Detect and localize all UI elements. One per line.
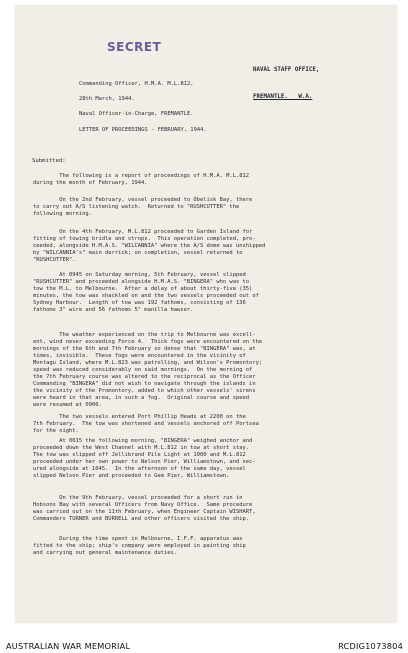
letter-subject: LETTER OF PROCEEDINGS - FEBRUARY, 1944. (79, 127, 207, 133)
paragraph-line: ceeded, alongside H.M.A.S. "WILCANNIA" where the A/S dome was unshipped (33, 243, 266, 249)
archive-name: AUSTRALIAN WAR MEMORIAL (6, 641, 131, 651)
archive-id: RCDIG1073804 (338, 641, 403, 651)
paragraph-line: "RUSHCUTTER" and proceeded alongside H.M.A.S. "BINGERA" who was to (33, 279, 250, 285)
paragraph-line: proceeded under her own power to Nelson Pier, Williamstown, and sec- (33, 459, 256, 465)
paragraph-line: speed was reduced considerably on said mornings. On the morning of (33, 367, 253, 373)
paragraph-line: At 0615 the following morning, "BINGERA" weighed anchor and (33, 438, 253, 444)
paragraph-line: On the 4th February, M.L.812 proceeded to Garden Island for (33, 229, 253, 235)
paragraph-line: 7th February. The tow was shortened and vessels anchored off Portsea (33, 421, 259, 427)
paragraph-line: ent, wind never exceeding Force 4. Thick fogs were encountered on the (33, 339, 263, 345)
paragraph-line: were heard in that area, in such a fog. Original course and speed (33, 395, 250, 401)
paragraph-line: and carrying out general maintenance duties. (33, 550, 178, 556)
paragraph-line: proceeded down the West Channel with M.L.812 in tow at short stay. (33, 445, 250, 451)
letter-to: Naval Officer-in-Charge, FREMANTLE. (79, 111, 194, 117)
office-line: NAVAL STAFF OFFICE, (253, 67, 320, 73)
paragraph-line: "RUSHCUTTER". (33, 257, 76, 263)
paragraph-line: Montagu Island, where M.L.823 was patrolling, and Wilson's Promontory; (33, 360, 263, 366)
paragraph-line: following morning. (33, 211, 92, 217)
paragraph-line: During the time spent in Melbourne, I.F.F. apparatus was (33, 536, 243, 542)
paragraph-line: The two vessels entered Port Phillip Heads at 2200 on the (33, 414, 246, 420)
paragraph-line: were resumed at 0900. (33, 402, 102, 408)
paragraph-line: was carried out on the 11th February, when Engineer Captain WISHART, (33, 509, 256, 515)
paragraph-line: Sydney Harbour. Length of tow was 192 fathoms, consisting of 136 (33, 300, 246, 306)
submitted-label: Submitted: (32, 158, 66, 164)
secret-stamp: SECRET (107, 40, 162, 54)
paragraph-line: minutes, the tow was shackled on and the two vessels proceeded out of (33, 293, 259, 299)
paragraph-line: to carry out A/S listening watch. Returned to "RUSHCUTTER" the (33, 204, 240, 210)
paragraph-line: Hobsons Bay with several Officers from Navy Office. Same procedure (33, 502, 253, 508)
paragraph-line: The tow was slipped off Jellibrand Pile Light at 1000 and M.L.812 (33, 452, 246, 458)
letter-from: Commanding Officer, H.M.A. M.L.812, (79, 81, 194, 87)
paragraph-line: The weather experienced on the trip to Melbourne was excell- (33, 332, 256, 338)
office-line: FREMANTLE. W.A. (253, 94, 313, 100)
paragraph-line: for the night. (33, 428, 79, 434)
paragraph-line: tow the M.L. to Melbourne. After a delay of about thirty-five (35) (33, 286, 253, 292)
letter-date: 28th March, 1944. (79, 96, 135, 102)
paragraph-line: fathoms 3" wire and 56 fathoms 5" manilla hawser. (33, 307, 194, 313)
paragraph-line: The following is a report of proceedings of H.M.A. M.L.812 (33, 173, 250, 179)
paragraph-line: times, invisible. These fogs were encountered in the vicinity of (33, 353, 246, 359)
paragraph-line: slipped Nelson Pier and proceeded to Gem Pier, Williamstown. (33, 473, 230, 479)
paragraph-line: the vicinity of the Promontory, added to which other vessels' sirens (33, 388, 256, 394)
paragraph-line: On the 2nd February, vessel proceeded to Obelisk Bay, there (33, 197, 253, 203)
paragraph-line: On the 9th February, vessel proceeded for a short run in (33, 495, 243, 501)
paragraph-line: At 0945 on Saturday morning, 5th February, vessel slipped (33, 272, 246, 278)
paragraph-line: by "WILCANNIA's" main derrick; on completion, vessel returned to (33, 250, 243, 256)
paragraph-line: during the month of February, 1944. (33, 180, 148, 186)
paragraph-line: Commanders TURNER and BURRELL and other officers visited the ship. (33, 516, 250, 522)
paragraph-line: mornings of the 6th and 7th February so dense that "BINGERA" was, at (33, 346, 256, 352)
paragraph-line: fitting of towing bridle and strops. This operation completed, pro- (33, 236, 256, 242)
paragraph-line: ured alongside at 1045. In the afternoon of the same day, vessel (33, 466, 246, 472)
paragraph-line: the 7th February course was altered to the reciprocal as the Officer (33, 374, 256, 380)
document-page (15, 5, 397, 623)
office-address (253, 48, 319, 111)
paragraph-line: fitted to the ship; ship's company were employed in painting ship (33, 543, 246, 549)
paragraph-line: Commanding "BINGERA" did not wish to navigate through the islands in (33, 381, 256, 387)
